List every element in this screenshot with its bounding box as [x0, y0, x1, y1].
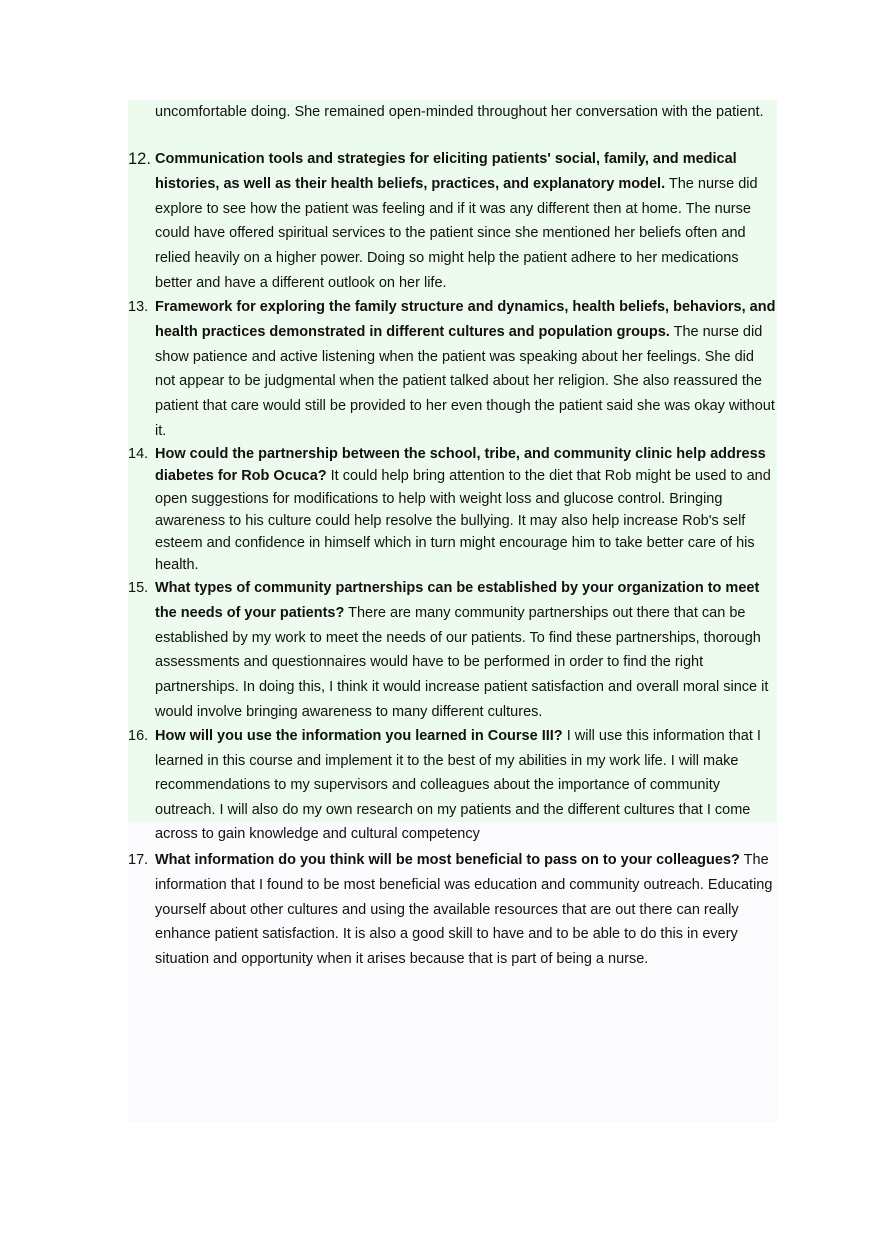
item-answer: The information that I found to be most beneficial was education and community outreach. Educating yourself about other cultures and using the available resources that are out there can really enhance patient satisfaction. It is also a good skill to have and to be able to do this in every situation and opportunity when it arises because that is part of being a nurse.: [155, 852, 773, 968]
item-answer: There are many community partnerships out there that can be established by my work to meet the needs of our patients. To find these partnerships, thorough assessments and questionnaires would have to be performed in order to find the right partnerships. In doing this, I think it would increase patient satisfaction and overall moral since it would involve bringing awareness to many different cultures.: [155, 604, 769, 720]
item-answer: The nurse did show patience and active listening when the patient was speaking about her feelings. She did not appear to be judgmental when the patient talked about her religion. She also reassured the patient that care would still be provided to her even though the patient said she was okay without it.: [155, 323, 775, 439]
item-number: 12.: [128, 150, 151, 168]
item-question: Framework for exploring the family structure and dynamics, health beliefs, behaviors, and health practices demonstrated in different cultures and population groups.: [155, 299, 776, 340]
item-answer: I will use this information that I learned in this course and implement it to the best of my abilities in my work life. I will make recommendations to my supervisors and colleagues about the importance of community outreach. I will also do my own research on my patients and the different cultures that I come across to gain knowledge and cultural competency: [155, 728, 761, 843]
item-number: 16.: [128, 728, 149, 744]
item-question: How could the partnership between the school, tribe, and community clinic help address diabetes for Rob Ocuca?: [155, 446, 766, 485]
list-item-13: [128, 295, 780, 444]
item-question: What information do you think will be most beneficial to pass on to your colleagues?: [155, 852, 740, 868]
item-answer: The nurse did explore to see how the patient was feeling and if it was any different then at home. The nurse could have offered spiritual services to the patient since she mentioned her beliefs often and relied heavily on a higher power. Doing so might help the patient adhere to her medications better and have a different outlook on her life.: [155, 175, 758, 291]
list-item-14: [128, 443, 780, 577]
item-number: 17.: [128, 852, 149, 868]
list-item-15: [128, 576, 780, 725]
item-answer: It could help bring attention to the diet that Rob might be used to and open suggestions for modifications to help with weight loss and glucose control. Bringing awareness to his culture could help resolve the bullying. It may also help increase Rob's self esteem and confidence in himself which in turn might encourage him to take better care of his health.: [155, 468, 771, 574]
item-question: Communication tools and strategies for eliciting patients' social, family, and medical histories, as well as their health beliefs, practices, and explanatory model.: [155, 151, 737, 192]
item-question: What types of community partnerships can be established by your organization to meet the needs of your patients?: [155, 580, 760, 621]
list-item-17: [128, 848, 780, 972]
item-question: How will you use the information you learned in Course III?: [155, 728, 563, 744]
list-item-16: [128, 724, 780, 847]
item-number: 15.: [128, 580, 149, 596]
item-number: 14.: [128, 446, 149, 462]
item-number: 13.: [128, 299, 149, 315]
continuation-paragraph: uncomfortable doing. She remained open-minded throughout her conversation with the patient.: [155, 104, 764, 120]
list-item-12: [128, 147, 780, 296]
